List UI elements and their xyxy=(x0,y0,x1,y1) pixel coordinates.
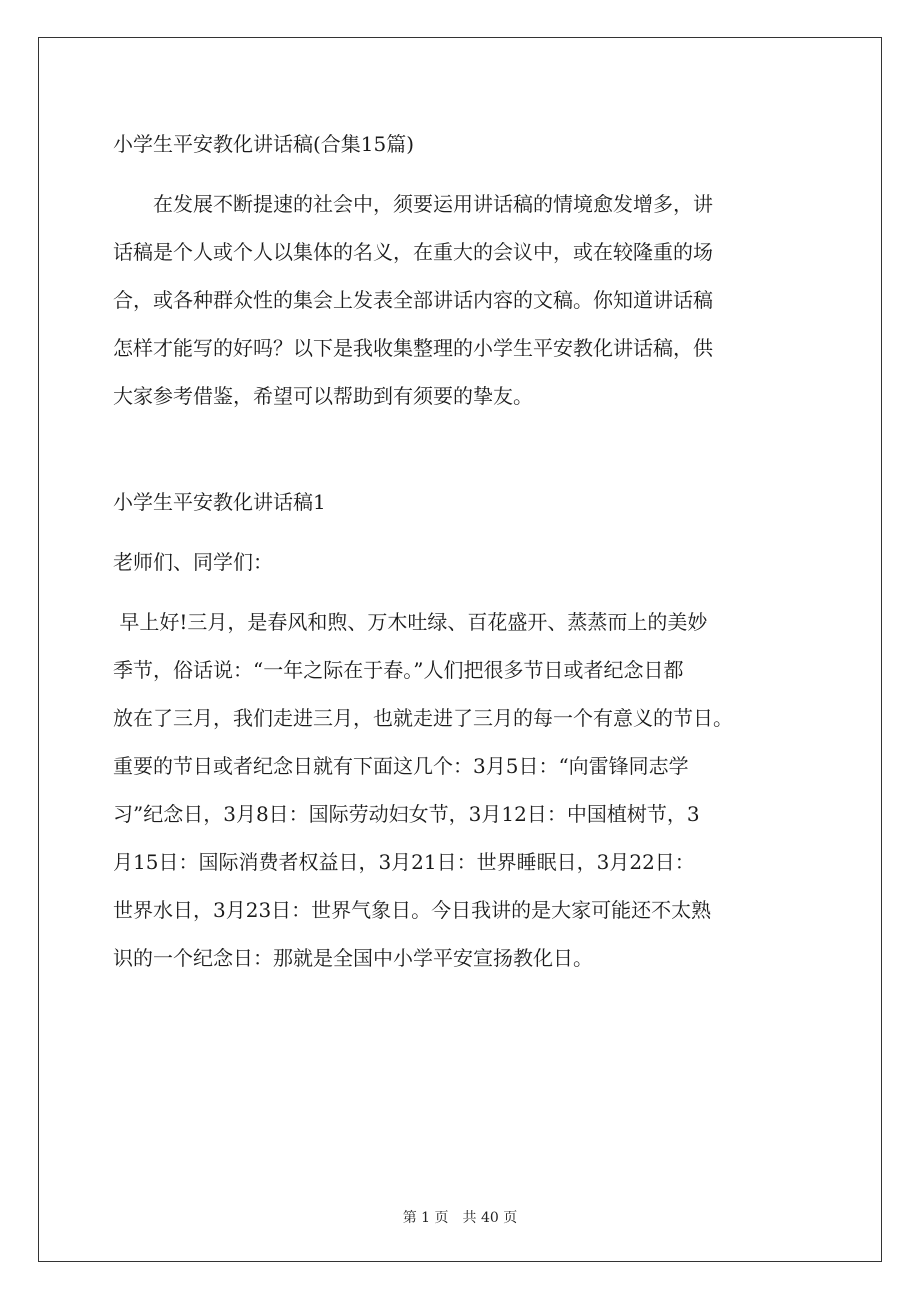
body-line: 习”纪念日，3月8日：国际劳动妇女节，3月12日：中国植树节，3 xyxy=(113,802,700,826)
salutation: 老师们、同学们： xyxy=(113,550,273,574)
body-line: 季节，俗话说：“一年之际在于春。”人们把很多节日或者纪念日都 xyxy=(113,658,684,682)
body-line: 放在了三月，我们走进三月，也就走进了三月的每一个有意义的节日。 xyxy=(113,706,733,730)
document-body xyxy=(113,120,813,982)
body-line: 识的一个纪念日：那就是全国中小学平安宣扬教化日。 xyxy=(113,946,593,970)
intro-line: 在发展不断提速的社会中，须要运用讲话稿的情境愈发增多，讲 xyxy=(113,192,713,216)
section-title: 小学生平安教化讲话稿1 xyxy=(113,490,326,514)
intro-line: 合，或各种群众性的集会上发表全部讲话内容的文稿。你知道讲话稿 xyxy=(113,288,713,312)
page-number-footer: 第 1 页 共 40 页 xyxy=(402,1210,518,1226)
intro-line: 大家参考借鉴，希望可以帮助到有须要的挚友。 xyxy=(113,384,533,408)
body-paragraph xyxy=(113,598,813,982)
intro-paragraph xyxy=(113,180,813,420)
body-line: 月15日：国际消费者权益日，3月21日：世界睡眠日，3月22日： xyxy=(113,850,695,874)
intro-line: 话稿是个人或个人以集体的名义，在重大的会议中，或在较隆重的场 xyxy=(113,240,713,264)
document-title: 小学生平安教化讲话稿(合集15篇) xyxy=(113,132,415,156)
body-line: 重要的节日或者纪念日就有下面这几个：3月5日：“向雷锋同志学 xyxy=(113,754,689,778)
body-line: 早上好!三月，是春风和煦、万木吐绿、百花盛开、蒸蒸而上的美妙 xyxy=(113,610,708,634)
intro-line: 怎样才能写的好吗？以下是我收集整理的小学生平安教化讲话稿，供 xyxy=(113,336,713,360)
body-line: 世界水日，3月23日：世界气象日。今日我讲的是大家可能还不太熟 xyxy=(113,898,712,922)
